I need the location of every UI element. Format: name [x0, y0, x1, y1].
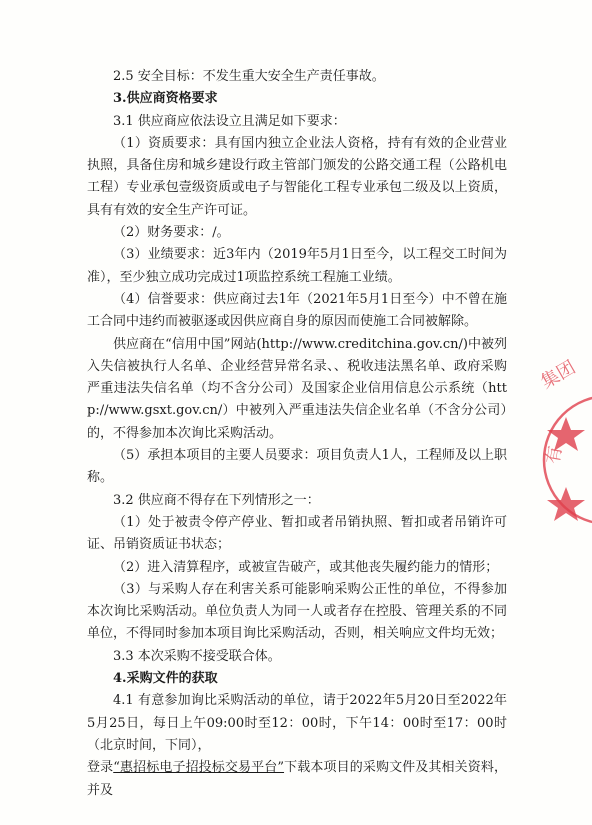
paragraph-exclusion-1: （1）处于被责令停产停业、暂扣或者吊销执照、暂扣或者吊销许可证、吊销资质证书状态；: [87, 514, 507, 553]
paragraph-credit-china: 供应商在“信用中国”网站(http://www.creditchina.gov.cn/)中被列入失信被执行人名单、企业经营异常名录、、税收违法黑名单、政府采购严重违法失信名单（均不含分公司）及国家企业信用信息公示系统（http://www.gsxt.gov.cn/）中被列入严重违法失信企业名单（不含分公司）的，不得参加本次询比采购活动。: [87, 336, 507, 441]
section-heading-document-acquisition: 4.采购文件的获取: [113, 671, 218, 687]
paragraph-exclusion-2: （2）进入清算程序，或被宣告破产，或其他丧失履约能力的情形；: [113, 559, 499, 575]
company-seal-stamp: [538, 355, 592, 565]
svg-text:集团: 集团: [538, 356, 580, 394]
document-body: [87, 66, 507, 802]
svg-text:有: 有: [542, 444, 567, 466]
paragraph-safety-goal: 2.5 安全目标：不发生重大安全生产责任事故。: [113, 69, 385, 84]
paragraph-3-3: 3.3 本次采购不接受联合体。: [113, 648, 281, 664]
login-prefix: 登录: [87, 760, 114, 776]
section-heading-supplier-qualification: 3.供应商资格要求: [113, 91, 218, 107]
paragraph-3-2: 3.2 供应商不得存在下列情形之一：: [113, 492, 320, 508]
download-text: 下载本项目的采购文件及其相关资料，并及: [87, 760, 507, 798]
paragraph-financial-requirement: （2）财务要求：/。: [113, 225, 230, 241]
paragraph-credit-requirement: （4）信誉要求：供应商过去1年（2021年5月1日至今）中不曾在施工合同中违约而被驱逐或因供应商自身的原因而使施工合同被解除。: [87, 291, 507, 330]
paragraph-personnel-requirement: （5）承担本项目的主要人员要求：项目负责人1人，工程师及以上职称。: [87, 448, 507, 486]
paragraph-performance-requirement: （3）业绩要求：近3年内（2019年5月1日至今，以工程交工时间为准），至少独立成功完成过1项监控系统工程施工业绩。: [87, 247, 507, 285]
paragraph-qualification-requirement: （1）资质要求：具有国内独立企业法人资格，持有有效的企业营业执照，具备住房和城乡建设行政主管部门颁发的公路交通工程（公路机电工程）专业承包壹级资质或电子与智能化工程专业承包二级及以上资质，具有有效的安全生产许可证。: [87, 135, 507, 218]
paragraph-4-1-continued: [87, 757, 507, 802]
paragraph-exclusion-3: （3）与采购人存在利害关系可能影响采购公正性的单位，不得参加本次询比采购活动。单位负责人为同一人或者存在控股、管理关系的不同单位，不得同时参加本项目询比采购活动，否则，相关响应文件均无效；: [87, 581, 507, 642]
platform-link[interactable]: “惠招标电子招投标交易平台”: [113, 760, 285, 776]
paragraph-3-1: 3.1 供应商应依法设立且满足如下要求：: [113, 113, 346, 129]
paragraph-4-1: 4.1 有意参加询比采购活动的单位，请于2022年5月20日至2022年5月25日，每日上午09:00时至12：00时，下午14：00时至17：00时（北京时间，下同），: [87, 693, 507, 753]
